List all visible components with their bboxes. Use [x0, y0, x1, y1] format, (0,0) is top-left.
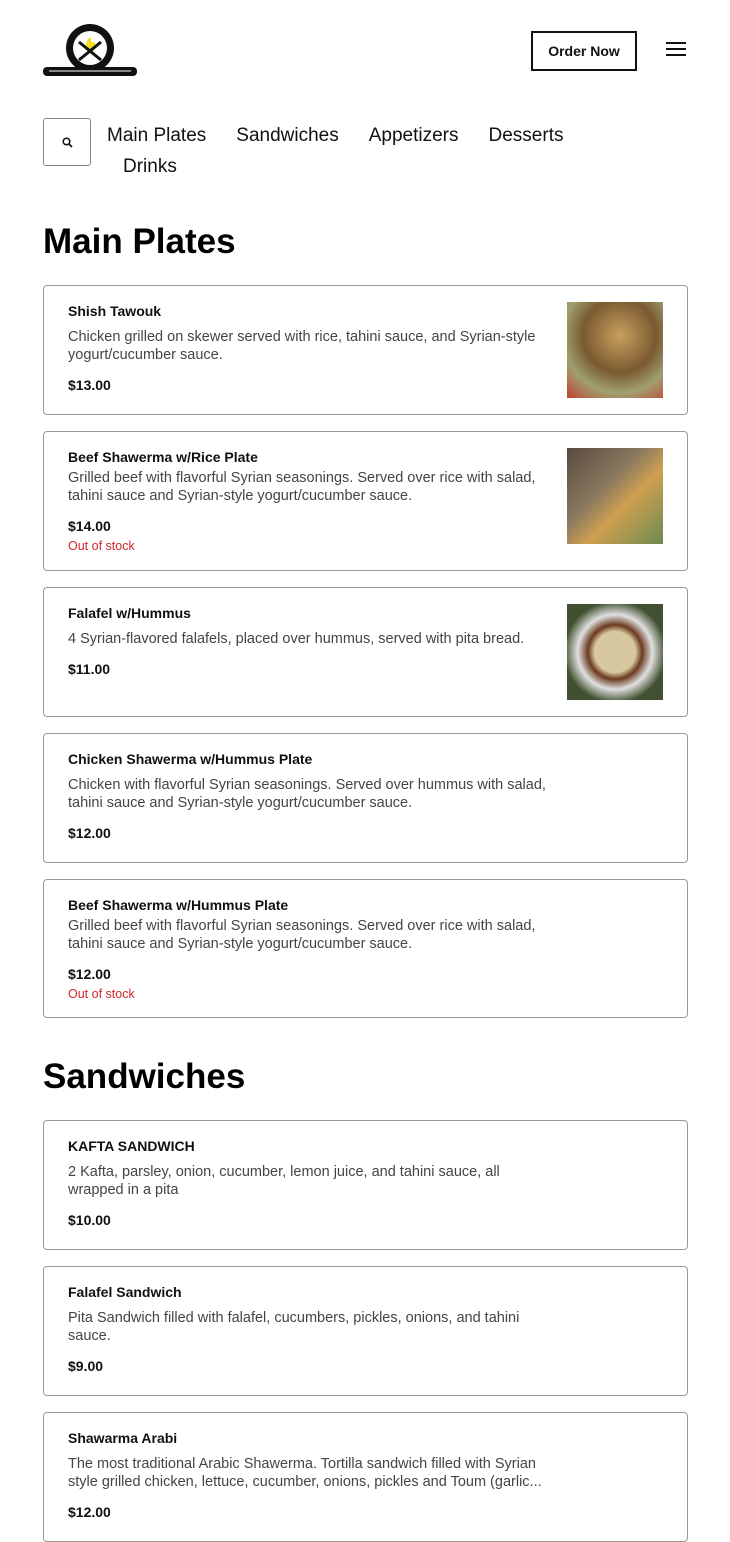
- item-price: $13.00: [68, 377, 111, 393]
- item-name: Beef Shawerma w/Rice Plate: [68, 449, 258, 465]
- search-icon: [62, 137, 73, 148]
- search-button[interactable]: [43, 118, 91, 166]
- item-price: $14.00: [68, 518, 111, 534]
- section-title-main-plates: Main Plates: [43, 222, 236, 261]
- item-price: $12.00: [68, 1504, 111, 1520]
- item-description: Chicken grilled on skewer served with rice, tahini sauce, and Syrian-style yogurt/cucumber sauce.: [68, 329, 536, 363]
- item-description: The most traditional Arabic Shawerma. Tortilla sandwich filled with Syrian style grilled chicken, lettuce, cucumber, onions, pickles and Toum (garlic...: [68, 1456, 542, 1490]
- item-name: Falafel Sandwich: [68, 1284, 182, 1300]
- menu-item-card[interactable]: [43, 1266, 688, 1396]
- out-of-stock-label: Out of stock: [68, 987, 135, 1001]
- item-description: Grilled beef with flavorful Syrian seasonings. Served over rice with salad, tahini sauce and Syrian-style yogurt/cucumber sauce.: [68, 470, 536, 504]
- item-photo: [567, 604, 663, 700]
- restaurant-logo[interactable]: [43, 22, 137, 78]
- item-name: Beef Shawerma w/Hummus Plate: [68, 897, 289, 913]
- menu-item-card[interactable]: [43, 879, 688, 1018]
- item-name: Shish Tawouk: [68, 303, 162, 319]
- out-of-stock-label: Out of stock: [68, 539, 135, 553]
- hamburger-menu-icon[interactable]: [666, 41, 686, 57]
- item-name: Shawarma Arabi: [68, 1430, 178, 1446]
- item-photo: [567, 448, 663, 544]
- nav-drinks[interactable]: Drinks: [123, 156, 177, 177]
- menu-item-card[interactable]: [43, 285, 688, 415]
- item-price: $11.00: [68, 661, 111, 677]
- section-title-sandwiches: Sandwiches: [43, 1057, 246, 1096]
- item-price: $9.00: [68, 1358, 104, 1374]
- item-name: KAFTA SANDWICH: [68, 1138, 195, 1154]
- category-nav: [107, 120, 627, 182]
- item-price: $10.00: [68, 1212, 111, 1228]
- item-description: Pita Sandwich filled with falafel, cucumbers, pickles, onions, and tahini sauce.: [68, 1310, 520, 1344]
- item-price: $12.00: [68, 966, 111, 982]
- item-price: $12.00: [68, 825, 111, 841]
- item-photo: [567, 302, 663, 398]
- menu-item-card[interactable]: [43, 431, 688, 571]
- nav-appetizers[interactable]: Appetizers: [368, 125, 459, 146]
- item-description: Grilled beef with flavorful Syrian seasonings. Served over rice with salad, tahini sauce and Syrian-style yogurt/cucumber sauce.: [68, 918, 536, 952]
- item-description: 2 Kafta, parsley, onion, cucumber, lemon juice, and tahini sauce, all wrapped in a pita: [68, 1164, 500, 1198]
- order-now-button[interactable]: Order Now: [531, 31, 637, 71]
- menu-item-card[interactable]: [43, 1120, 688, 1250]
- item-description: 4 Syrian-flavored falafels, placed over hummus, served with pita bread.: [68, 631, 525, 647]
- nav-main-plates[interactable]: Main Plates: [107, 125, 207, 146]
- nav-sandwiches[interactable]: Sandwiches: [236, 125, 339, 146]
- menu-item-card[interactable]: [43, 1412, 688, 1542]
- nav-desserts[interactable]: Desserts: [488, 125, 564, 146]
- menu-item-card[interactable]: [43, 587, 688, 717]
- item-description: Chicken with flavorful Syrian seasonings. Served over hummus with salad, tahini sauce and Syrian-style yogurt/cucumber sauce.: [68, 777, 546, 811]
- item-name: Chicken Shawerma w/Hummus Plate: [68, 751, 313, 767]
- item-name: Falafel w/Hummus: [68, 605, 191, 621]
- menu-item-card[interactable]: [43, 733, 688, 863]
